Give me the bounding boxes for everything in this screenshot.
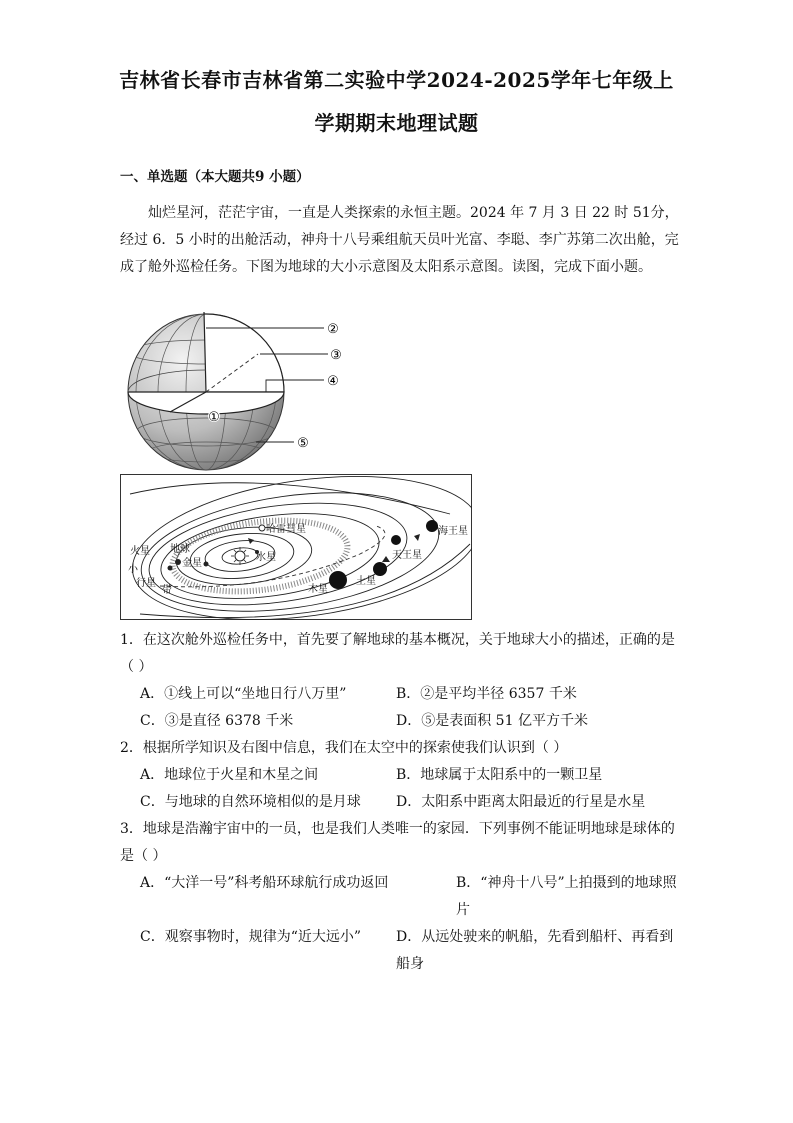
earth-size-diagram (118, 312, 358, 472)
q2-option-b[interactable]: B．地球属于太阳系中的一颗卫星 (396, 767, 603, 783)
label-jupiter: 木星 (308, 584, 328, 595)
label-saturn: 土星 (356, 576, 376, 587)
q3-option-d[interactable]: D．从远处驶来的帆船，先看到船杆、再看到船身 (396, 929, 674, 972)
label-neptune: 海王星 (438, 526, 468, 537)
venus-dot (204, 562, 209, 567)
earth-label-5: ⑤ (297, 436, 309, 451)
page-title-line1: 吉林省长春市吉林省第二实验中学2024-2025学年七年级上 (119, 68, 674, 92)
label-belt1: 行星 (136, 578, 156, 589)
q2-option-d[interactable]: D．太阳系中距离太阳最近的行星是水星 (396, 794, 646, 810)
earth-label-4: ④ (327, 374, 339, 389)
question-2-stem: 2．根据所学知识及右图中信息，我们在太空中的探索使我们认识到（ ） (120, 740, 568, 756)
label-mercury: 水星 (256, 552, 276, 563)
label-earth: 地球 (170, 544, 190, 555)
page-title-line2: 学期期末地理试题 (314, 111, 479, 135)
earth-dot (175, 559, 181, 565)
neptune-dot (426, 520, 438, 532)
q1-option-b[interactable]: B．②是平均半径 6357 千米 (396, 686, 577, 702)
section-heading: 一、单选题（本大题共9 小题） (120, 169, 310, 185)
earth-label-3: ③ (330, 348, 342, 363)
saturn-dot (373, 562, 387, 576)
mars-dot (168, 566, 173, 571)
label-belt2: 带 (162, 585, 172, 596)
earth-label-1: ① (208, 410, 220, 425)
label-small: 小 (128, 564, 138, 575)
q1-option-d[interactable]: D．⑤是表面积 51 亿平方千米 (396, 713, 588, 729)
question-1-stem: 1．在这次舱外巡检任务中，首先要了解地球的基本概况，关于地球大小的描述，正确的是（ ） (120, 632, 675, 675)
q1-option-a[interactable]: A．①线上可以“坐地日行八万里” (140, 686, 347, 702)
comet-dot (259, 525, 265, 531)
jupiter-dot (329, 571, 347, 589)
uranus-dot (391, 535, 401, 545)
q3-option-c[interactable]: C．观察事物时，规律为“近大远小” (140, 929, 362, 945)
q2-option-a[interactable]: A．地球位于火星和木星之间 (140, 767, 319, 783)
q3-option-b[interactable]: B．“神舟十八号”上拍摄到的地球照片 (456, 875, 677, 918)
q2-option-c[interactable]: C．与地球的自然环境相似的是月球 (140, 794, 361, 810)
earth-label-2: ② (327, 322, 339, 337)
solar-system-diagram (120, 474, 472, 620)
label-venus: 金星 (182, 558, 202, 569)
label-mars: 火星 (130, 546, 150, 557)
intro-paragraph: 灿烂星河，茫茫宇宙，一直是人类探索的永恒主题。2024 年 7 月 3 日 22 时 51分，经过 6．5 小时的出舱活动，神舟十八号乘组航天员叶光富、李聪、李广苏第二次出舱，完成了舱外巡检任务。下图为地球的大小示意图及太阳系示意图。读图，完成下面小题。 (120, 205, 679, 275)
q1-option-c[interactable]: C．③是直径 6378 千米 (140, 713, 294, 729)
question-3-stem: 3．地球是浩瀚宇宙中的一员，也是我们人类唯一的家园．下列事例不能证明地球是球体的是（ ） (120, 821, 675, 864)
q3-option-a[interactable]: A．“大洋一号”科考船环球航行成功返回 (140, 875, 389, 891)
label-comet: 哈雷彗星 (266, 524, 306, 535)
label-uranus: 天王星 (392, 550, 422, 561)
